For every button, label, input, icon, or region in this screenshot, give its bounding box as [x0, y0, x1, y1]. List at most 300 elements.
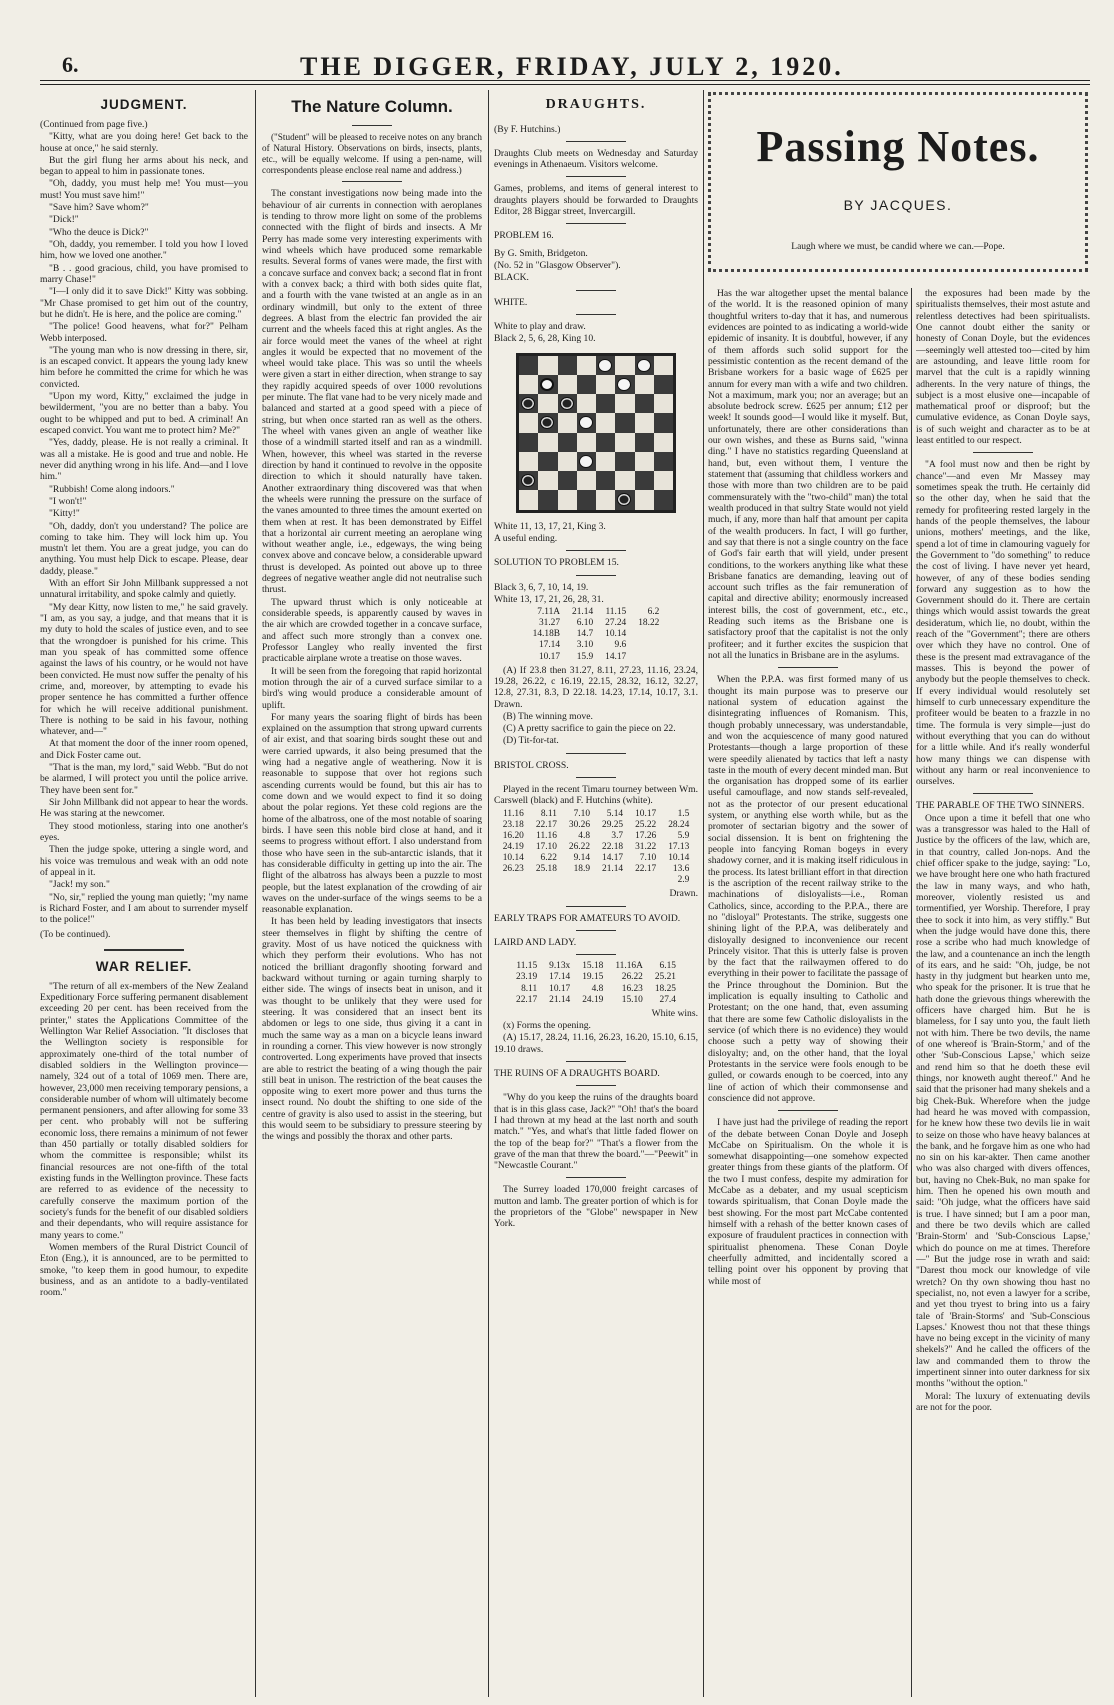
section-rule	[352, 125, 392, 126]
move-row	[497, 809, 696, 820]
board-square	[558, 433, 577, 452]
section-rule	[576, 314, 616, 315]
paragraph: "Jack! my son."	[49, 879, 110, 891]
move-row	[497, 875, 696, 886]
paragraph: "Save him? Save whom?"	[49, 202, 149, 214]
board-square	[577, 433, 596, 452]
paragraph: "Oh, daddy, you remember. I told you how I loved him, how we loved one another."	[40, 239, 248, 262]
problem-instruction: White to play and draw.	[494, 320, 586, 332]
move-cell: 16.23	[621, 983, 643, 994]
solution-notes	[494, 665, 698, 747]
move-cell: 11.16A	[615, 961, 643, 972]
move-cell: 25.21	[654, 972, 676, 983]
move-cell: 22.18	[602, 842, 624, 853]
move-cell: 10.14	[668, 853, 690, 864]
move-cell: 8.11	[521, 983, 538, 994]
traps-notes	[494, 1020, 698, 1055]
move-cell: 4.8	[591, 983, 604, 994]
war-relief-body	[40, 981, 248, 1299]
section-rule	[576, 930, 616, 931]
move-cell: 23.18	[502, 819, 524, 830]
parable-text: Once upon a time it befell that one who was a transgressor was haled to the Hall of Justice by the officers of the law, which are, in that country, called Jon-nops. And the chief officer spake to the judge, saying: "Lo, we have brought here one who hath fractured the law in many ways, and who hath, moreover, violently resisted us and tormentified, yer Worship. Therefore, I pray thee to sock it into him, as very stiffly." But when the judge would have done this, there rose a scribe who had much knowledge of the law, and a countenance an inch the length of its ears, and he said: "Oh, judge, be not hasty in thy judgment but hearken unto me, who speak for the prisoner. It is true that he hath done the grievous things wherewith the officers have charged him. But he is blameless, for I say unto you, the fault lieth not with him. There be two devils, the name of one whereof is 'Brain-Storm,' and of the other 'Sub-Conscious Lapse,' which seize and rend him so that he doeth these evil things, nor knoweth aught thereof." And he said that the prisoner had many shekels and a big Chek-Buk. Wherefore when the judge had heard he was moved with compassion, for he knew how these two devils lie in wait to seize on those who have heavy balances at the bank, and he forgave him as one who had no sin on his kar-akter. Then came another who was also charged with divers offences, but, having no Chek-Buk, no man spake for him. Then he opened his own mouth and said: "Oh judge, what the officers have said is true. I have sinned; but I am a poor man, and there be two devils which are called 'Brain-Storm' and 'Sub-Conscious Lapse,' which do pounce on me at times. Therefore—" But the judge rose in wrath and said: "Darest thou mock our knowledge of vile wretch? On thy own showing thou hast no specialist, no, not even a lawyer for a scribe, and yet thou tryest to bring into us a fairy tale of 'Brain-Storms' and 'Sub-Conscious Lapses.' Knowest thou not that these things have no being except in the vicinity of many shekels?" And he called the officers of the law and commanded them to throw the impertinent sinner into outer darkness for six months "without the option."	[916, 812, 1090, 1390]
move-cell: 14.17	[605, 651, 627, 662]
board-square	[596, 375, 615, 394]
move-cell: 10.17	[538, 651, 561, 662]
paragraph: "The young man who is now dressing in there, sir, is an escaped convict. It appears the young lady knew him before he committed the crime for which he was convicted.	[40, 344, 248, 390]
paragraph: It will be seen from the foregoing that rapid horizontal motion through the air of a curved surface similar to a bird's wing would produce a considerable amount of uplift.	[262, 665, 482, 711]
board-square	[654, 375, 673, 394]
column-passing-notes-left	[708, 288, 908, 1698]
move-cell	[596, 875, 629, 886]
section-rule	[576, 777, 616, 778]
board-square	[654, 452, 673, 471]
bristol-intro: Played in the recent Timaru tourney between Wm. Carswell (black) and F. Hutchins (white).	[494, 784, 698, 807]
traps-result: White wins.	[651, 1007, 698, 1019]
move-row	[497, 853, 696, 864]
board-square	[635, 490, 654, 509]
board-square	[635, 413, 654, 432]
paragraph: (A) If 23.8 then 31.27, 8.11, 27.23, 11.16, 23.24, 19.28, 26.22, c 16.19, 22.15, 28.32, 16.12, 32.27, 12.8, 27.31, 8.3, D 22.18. 14.23, 17.14, 10.17, 3.1. Drawn.	[494, 664, 698, 710]
move-row	[497, 820, 696, 831]
move-cell: 7.10	[639, 853, 657, 864]
board-square	[519, 490, 538, 509]
board-square	[615, 356, 634, 375]
board-square	[635, 452, 654, 471]
move-cell: 26.22	[568, 842, 590, 853]
section-rule	[973, 793, 1033, 794]
paragraph: The upward thrust which is only noticeable at considerable speeds, is apparently caused by waves in the air which are crowded together in a concave surface, and affect such more strongly than a convex one. Professor Langley who really invented the first practicable airplane wrote a treatise on those waves.	[262, 596, 482, 665]
move-cell: 10.14	[502, 853, 524, 864]
board-square	[635, 433, 654, 452]
section-rule	[566, 1061, 626, 1062]
section-rule	[576, 290, 616, 291]
board-square	[519, 375, 538, 394]
move-cell: 3.10	[576, 640, 594, 651]
board-square	[577, 375, 596, 394]
white-piece	[617, 378, 631, 391]
board-square	[519, 356, 538, 375]
board-square	[596, 356, 615, 375]
board-square	[538, 413, 557, 432]
passing-notes-header-box	[708, 92, 1088, 272]
page-number: 6.	[62, 52, 79, 77]
column-divider	[911, 288, 912, 1697]
passing-notes-title: Passing Notes.	[756, 122, 1040, 171]
move-cell: 17.10	[535, 842, 557, 853]
paragraph: (D) Tit-for-tat.	[503, 735, 559, 747]
section-rule	[576, 954, 616, 955]
board-square	[538, 375, 557, 394]
move-cell: 25.22	[635, 819, 657, 830]
board-square	[654, 356, 673, 375]
column-divider	[703, 90, 704, 1697]
paragraph: "Upon my word, Kitty," exclaimed the judge in bewilderment, "you are no better than a baby. You ought to be whipped and put to bed. A criminal! An escaped convict. You want me to protect him? Me?"	[40, 391, 248, 437]
board-square	[615, 394, 634, 413]
move-row	[527, 629, 666, 640]
move-cell: 17.14	[538, 640, 561, 651]
section-rule	[342, 181, 402, 182]
paragraph: (B) The winning move.	[503, 710, 593, 722]
board-square	[615, 433, 634, 452]
nature-body	[262, 188, 482, 1142]
paragraph: (x) Forms the opening.	[503, 1020, 591, 1032]
move-cell: 1.5	[677, 808, 690, 819]
move-cell: 10.17	[549, 983, 571, 994]
board-square	[577, 394, 596, 413]
move-cell: 11.16	[503, 808, 524, 819]
passing-notes-byline: BY JACQUES.	[843, 197, 953, 213]
header-rule-2	[40, 84, 1090, 85]
board-square	[519, 413, 538, 432]
move-cell: 7.10	[573, 808, 590, 819]
board-square	[577, 413, 596, 432]
move-cell: 4.8	[578, 830, 590, 841]
board-square	[654, 490, 673, 509]
draughts-byline: (By F. Hutchins.)	[494, 123, 561, 135]
board-square	[596, 394, 615, 413]
paragraph: "Oh, daddy, you must help me! You must—you must! You must save him!"	[40, 178, 248, 201]
board-square	[519, 452, 538, 471]
section-rule	[778, 1110, 838, 1111]
white-piece	[598, 359, 612, 372]
header-rule	[40, 80, 1090, 81]
solution-title: SOLUTION TO PROBLEM 15.	[494, 557, 619, 569]
paragraph: "I—I only did it to save Dick!" Kitty was sobbing. "Mr Chase promised to get him out of the country, but he didn't. He is here, and the police are coming."	[40, 286, 248, 320]
section-rule	[566, 176, 626, 177]
solution-moves-table	[527, 607, 666, 662]
move-cell: 31.27	[538, 618, 561, 629]
move-cell: 14.17	[602, 853, 624, 864]
move-row	[527, 618, 666, 629]
to-be-continued: (To be continued).	[40, 929, 111, 941]
section-rule	[576, 1085, 616, 1086]
black-piece	[540, 416, 554, 429]
traps-subtitle: LAIRD AND LADY.	[494, 937, 577, 949]
board-square	[654, 394, 673, 413]
move-cell: 21.14	[549, 994, 571, 1005]
board-square	[654, 471, 673, 490]
move-cell: 22.17	[516, 994, 538, 1005]
board-square	[558, 375, 577, 394]
board-square	[538, 433, 557, 452]
passing-notes-para: "A fool must now and then be right by chance"—and even Mr Massey may sometimes speak the truth. He certainly did so the other day, when he said that the remedy for profiteering rested largely in the hands of the people themselves, the labour unions, mothers' meetings, and the like, spend a lot of time in clamouring vaguely for the Government to "do something" to reduce the cost of living. I have never yet heard, however, of any of these bodies sending forward any suggestion as to how the Government should do it. There are certain things which would assist towards the great desideratum, which lie, no doubt, within the reach of the "Government"; there are others over which they have no control. One of these is the present mad extravagance of the masses. This is beyond the power of anybody but the people themselves to check. If every individual would resolutely set himself to curb unnecessary expenditure the profiteer would be beaten to a frazzle in no time. The formula is very simple—just do without everything that you can do without for a little while. And it's really wonderful how many things we can dispense with without any harm or real inconvenience to ourselves.	[916, 459, 1090, 788]
move-cell: 6.2	[647, 607, 660, 618]
problem-black-pieces: Black 2, 5, 6, 28, King 10.	[494, 333, 596, 345]
problem-source: (No. 52 in "Glasgow Observer").	[494, 260, 621, 272]
section-rule	[973, 452, 1033, 453]
move-cell: 31.22	[635, 842, 657, 853]
draughts-title: DRAUGHTS.	[545, 97, 647, 112]
paragraph: "Rubbish! Come along indoors."	[49, 483, 175, 495]
move-cell: 7.11A	[537, 607, 561, 618]
problem-ending: A useful ending.	[494, 532, 558, 544]
paragraph: (A) 15.17, 28.24, 11.16, 26.23, 16.20, 15.10, 6.15, 19.10 draws.	[494, 1032, 698, 1055]
move-cell: 17.26	[635, 830, 657, 841]
white-piece	[637, 359, 651, 372]
board-square	[596, 471, 615, 490]
section-rule	[566, 223, 626, 224]
passing-notes-para: Has the war altogether upset the mental balance of the world. It is the reasoned opinion of many thoughtful writers to-day that it has, and numerous evidences are pointed to as indicating a world-wide epidemic of insanity. It is doubtful, however, if any of them affords such solid support for the pessimistic contention as the recent demand of the Brisbane workers for a basic wage of £625 per annum for every man with a wife and two children. Not a maximum, mark you; nor an average; but an absolute bedrock screw. £625 per annum; £12 per week! It sounds good—I would like it myself. But, unfortunately, there are other considerations than our own wishes, and these as Burns said, "winna ding." I have no statistics regarding Queensland at hand, but, even without them, I venture the statement that (assuming that childless workers and those with more than two children are to be paid commensurately with the "two-child" man) the total wealth produced in that sultry State would not yield much, if any, more than half that amount per capita of the wealth producers. In fact, I will go further, and say that there is not a single country on the face of God's fair earth that will yield, under present conditions, to the workers anything like what these Brisbane fanatics are demanding, leaving out of account such trifles as the fair remuneration of capital and directive ability; enormously increased interest bills, the cost of government, etc., etc., Reading such items as the Brisbane one is satisfactory proof that the capitalist is not the only profiteer; and it further excites the suspicion that not all the lunatics in Brisbane are in the asylums.	[708, 288, 908, 661]
section-rule	[566, 906, 626, 907]
board-square	[577, 452, 596, 471]
move-cell: 24.19	[582, 994, 604, 1005]
move-cell: 6.22	[540, 853, 557, 864]
paragraph: It has been held by leading investigators that insects steer themselves in flight by shifting the centre of gravity. Most of us have noticed the quickness with which they perform their evolutions. Who has not noticed the brilliant dragonfly shooting forward and backward without turning or again turning sharply to either side. The wings of insects beat in unison, and it was thought to be unlikely that they were used for steering. It was considered that an insect bent its abdomen or legs to one side, thus giving it a cant in much the same way as a man on a bicycle leans inward in rounding a corner. This view however is now strongly controverted. Long experiments have proved that insects are able to restrict the beating of a wing though the pair still beat in unison. The restriction of the beat causes the opposite wing to exert more power and thus turns the insect round. No doubt the shifting to one side of the centre of gravity is also used to assist in the steering, but this would seem to be subsidiary to pressure steering by the wings and possibly the thorax and other parts.	[262, 916, 482, 1143]
parable-moral: Moral: The luxury of extenuating devils are not for the poor.	[916, 1390, 1090, 1413]
move-row	[497, 831, 696, 842]
move-row	[527, 652, 666, 663]
section-rule	[566, 141, 626, 142]
nature-title: The Nature Column.	[291, 97, 453, 116]
move-cell: 30.26	[568, 819, 590, 830]
move-cell: 22.17	[535, 819, 557, 830]
move-cell: 9.13x	[549, 961, 571, 972]
board-square	[558, 452, 577, 471]
board-square	[596, 452, 615, 471]
move-cell	[530, 875, 563, 886]
page-header	[0, 0, 1090, 82]
board-square	[577, 471, 596, 490]
move-cell: 14.18B	[532, 629, 561, 640]
move-row	[497, 864, 696, 875]
column-judgment	[40, 95, 248, 1695]
board-square	[558, 413, 577, 432]
move-row	[510, 995, 682, 1006]
paragraph: "That is the man, my lord," said Webb. "But do not be alarmed, I will protect you until the police arrive. They have been sent for."	[40, 762, 248, 796]
column-divider	[488, 90, 489, 1697]
paragraph: The constant investigations now being made into the behaviour of air currents in connection with aeroplanes is tending to throw more light on some of the problems connected with the flight of birds and insects. A Mr Perry has made some very interesting experiments with wind wheels which have produced some remarkable results. Several forms of vanes were made, the first with a concave surface and convex back; a second flat in front with a convex back; a third with both sides quite flat, and a fourth with the vane twisted at an angle as in an ordinary windmill, but only to the extent of three degrees. A blast from the electric fan provided the air current and the wheels faced this at right angles. As the air force would meet the vanes of the wheel at right angles it would be expected that no movement of the wheel would take place. This was so until the wheels were given a start in either direction, when strange to say they rapidly acquired speeds of over 1000 revolutions per minute. The flat vane had to be very nicely made and balanced and started at a good speed with a piece of string, but when once started ran as well as the others. The wheel with vanes given an angle of weather like those of a windmill started itself and ran as a windmill. When, however, this wheel was started in the reverse direction by hand it continued to revolve in the opposite direction to which it should naturally have taken. Another extraordinary thing discovered was that when the wheels were running the pressure on the surface of the vanes amounted to three times the amount exerted on them when at rest. It has been demonstrated by Eiffel that a horizontal air current meeting an aeroplane wing without weather angle, i.e., edgeways, the wing being convex above and concave below, a considerable upward thrust is developed. As pointed out above up to three degrees of negative weather angle did not neutralise such thrust.	[262, 188, 482, 596]
board-square	[558, 471, 577, 490]
move-cell: 11.15	[605, 607, 627, 618]
move-cell: 2.9	[677, 875, 690, 886]
parable-title: THE PARABLE OF THE TWO SINNERS.	[916, 800, 1085, 812]
paragraph: But the girl flung her arms about his neck, and began to appeal to him in passionate tones.	[40, 154, 248, 178]
board-square	[654, 413, 673, 432]
board-square	[538, 452, 557, 471]
club-notice: Draughts Club meets on Wednesday and Saturday evenings in Athenaeum. Visitors welcome.	[494, 147, 698, 171]
move-cell: 18.22	[638, 618, 660, 629]
paragraph: "Dick!"	[49, 214, 79, 226]
board-square	[558, 490, 577, 509]
move-cell	[497, 875, 530, 886]
draughts-board	[516, 353, 676, 513]
move-cell: 5.14	[606, 808, 624, 819]
judgment-title: JUDGMENT.	[100, 97, 188, 112]
paragraph: "Yes, daddy, please. He is not really a criminal. It was all a mistake. He is good and true and noble. He never did anything wrong in his life. And—and I love him."	[40, 437, 248, 483]
board-square	[538, 471, 557, 490]
move-cell: 21.14	[602, 864, 624, 875]
move-cell: 28.24	[668, 819, 690, 830]
problem-white-pieces: White 11, 13, 17, 21, King 3.	[494, 520, 606, 532]
section-rule	[778, 667, 838, 668]
board-square	[615, 471, 634, 490]
bristol-result: Drawn.	[669, 888, 698, 900]
move-cell: 18.25	[654, 983, 676, 994]
move-cell: 6.10	[576, 618, 594, 629]
paragraph: For many years the soaring flight of birds has been explained on the assumption that strong upward currents of air exist, and that soaring birds sought these out and were carried upwards, it also being presumed that the wing had a negative angle of weathering. Now it is reasonable to suppose that over hot regions such ascending currents would be found, but this air has to come down and we would expect to find it so doing about the polar regions. Yet these cold regions are the home of the albatross, one of the most notable of soaring birds. I have seen this noble bird close at hand, and it seems to progress without effort. I also understand from those who have seen in the sub-antarctic islands, that it has considerable difficulty in getting up into the air. The flight of the albatross has always been a puzzle to most people, but the latest explanation of the crowding of air waves on the under-surface of the wings seems to be a reasonable explanation.	[262, 711, 482, 916]
board-square	[596, 413, 615, 432]
white-piece	[579, 455, 593, 468]
paragraph: Sir John Millbank did not appear to hear the words. He was staring at the newcomer.	[40, 797, 248, 820]
move-cell: 5.9	[677, 830, 690, 841]
move-cell	[632, 652, 665, 663]
board-square	[635, 375, 654, 394]
move-cell: 23.19	[516, 972, 538, 983]
move-row	[510, 984, 682, 995]
paragraph: "Who the deuce is Dick?"	[49, 226, 149, 238]
black-label: BLACK.	[494, 272, 529, 284]
board-square	[615, 452, 634, 471]
board-square	[615, 413, 634, 432]
move-row	[527, 607, 666, 618]
paragraph: "Oh, daddy, don't you understand? The police are coming to take him. They will lock him up. You mustn't let them. You are a great judge, you can do anything. You must help Dick to escape. Please, dear daddy, please."	[40, 520, 248, 577]
move-row	[497, 842, 696, 853]
board-square	[596, 490, 615, 509]
board-square	[635, 394, 654, 413]
board-square	[558, 356, 577, 375]
move-cell: 15.9	[576, 651, 594, 662]
column-passing-notes-right	[916, 288, 1090, 1698]
masthead: THE DIGGER, FRIDAY, JULY 2, 1920.	[300, 52, 844, 81]
move-cell: 26.22	[621, 972, 643, 983]
solution-black: Black 3, 6, 7, 10, 14, 19.	[494, 581, 589, 593]
section-rule	[566, 753, 626, 754]
move-cell	[629, 875, 662, 886]
column-draughts	[494, 95, 698, 1695]
editor-notice: Games, problems, and items of general interest to draughts players should be forwarded to Draughts Editor, 28 Biggar street, Invercargill.	[494, 183, 698, 218]
paragraph: "Kitty, what are you doing here! Get back to the house at once," he said sternly.	[40, 131, 248, 154]
problem-title: PROBLEM 16.	[494, 230, 554, 242]
paragraph: (C) A pretty sacrifice to gain the piece on 22.	[503, 723, 676, 735]
move-cell: 3.7	[611, 830, 624, 841]
section-rule	[576, 575, 616, 576]
move-cell	[563, 875, 596, 886]
paragraph: "The police! Good heavens, what for?" Pelham Webb interposed.	[40, 321, 248, 344]
paragraph: "Kitty!"	[49, 508, 80, 520]
move-cell	[632, 629, 665, 640]
move-cell: 18.9	[573, 864, 590, 875]
war-relief-title: WAR RELIEF.	[95, 958, 193, 974]
move-cell: 17.13	[668, 842, 690, 853]
section-rule	[566, 1177, 626, 1178]
board-square	[538, 356, 557, 375]
continued-note: (Continued from page five.)	[40, 118, 148, 130]
board-square	[538, 490, 557, 509]
paragraph: "No, sir," replied the young man quietly; "my name is Richard Foster, and I am about to surrender myself to the police!"	[40, 891, 248, 926]
move-cell: 13.6	[672, 864, 690, 875]
passing-notes-para: When the P.P.A. was first formed many of us thought its main purpose was to preserve our national system of education against the disintegrating influences of Romanism. This, though probably unnecessary, was understandable, and won the acquiescence of many good natured Protestants—though a large proportion of these were speedily alienated by tactics that left a nasty taste in the mouth of every decent minded man. But the organisation has dropped some of its earlier useful camouflage, and now stands self-revealed, not as the protector of our present educational system, or anything else worth while, but as the promoter of sectarian bigotry and the sower of social dissension. It is bent on frightening the people into fancying Roman bogeys in every shadowy corner, and it is making itself ridiculous in the process. Its latest brilliant effort in that direction is the ascription of the recent railway strike to the machinations of disloyalists—i.e., Roman Catholics, since, according to the P.P.A., there are no "disloyal" Protestants. The strike, suggests one shining light of the P.P.A, was deliberately and disloyally designed to inconvenience our recent Princely visitor. That this is utterly false is proven by the fact that the railwaymen offered to do everything in their power to facilitate the passage of the Prince throughout the Dominion. But the implication is equally insulting to Catholic and Protestant; on the one hand, that, even assuming that there are some few Catholic disloyalists in the service (of which there is no evidence) they would choose such a petty way of showing their disloyalty; and, on the other hand, that the loyal Protestants in the service were fools enough to be gulled, or cowards enough to be coerced, into any line of action of which their commonsense and conscience did not approve.	[708, 674, 908, 1104]
board-square	[519, 394, 538, 413]
section-rule	[104, 949, 184, 951]
move-cell: 27.24	[605, 618, 627, 629]
bristol-moves-table	[497, 809, 696, 887]
traps-moves-table	[510, 961, 682, 1005]
black-piece	[560, 397, 574, 410]
paragraph: Then the judge spoke, uttering a single word, and his voice was tremulous and weak with an odd note of appeal in it.	[40, 844, 248, 878]
move-cell: 11.15	[516, 961, 538, 972]
passing-notes-para: the exposures had been made by the spiritualists themselves, their most astute and relentless detectives had been spiritualists. One cannot doubt either the sanity or honesty of Conan Doyle, but the evidences—seemingly well attested too—cited by him are astounding, and leave little room for marvel that the cult is a rapidly winning adherents. In the very nature of things, the subject is a most elusive one—incapable of mathematical proof or disproof; but the cumulative evidence, as Conan Doyle says, is of such weight and character as to be at least entitled to our respect.	[916, 288, 1090, 447]
black-piece	[617, 493, 631, 506]
paragraph: "I won't!"	[49, 495, 87, 507]
king-piece	[540, 378, 554, 391]
board-square	[615, 490, 634, 509]
move-cell: 22.17	[635, 864, 657, 875]
passing-notes-para: I have just had the privilege of reading the report of the debate between Conan Doyle and Joseph McCabe on Spiritualism. On the whole it is somewhat disappointing—one somehow expected greater things from these giants of the platform. Of the two I must confess, despite my admiration for McCabe as a debater, and my usual scepticism towards spiritualism, that Conan Doyle made the best showing. For the most part McCabe contented himself with a rehash of the better known cases of exposure of fraudulent practices in connection with spiritualist phenomena. These Conan Doyle cheerfully admitted, and incidentally scored a telling point over his opponent by proving that while most of	[708, 1117, 908, 1287]
move-cell: 26.23	[502, 864, 524, 875]
traps-title: EARLY TRAPS FOR AMATEURS TO AVOID.	[494, 912, 681, 924]
paragraph: Women members of the Rural District Council of Eton (Eng.), it is announced, are to be permitted to smoke, "to keep them in good humour, to expedite business, and as an antidote to a badly-ventilated room."	[40, 1241, 248, 1299]
section-rule	[566, 550, 626, 551]
move-cell: 16.20	[502, 830, 524, 841]
black-piece	[521, 474, 535, 487]
paragraph: With an effort Sir John Millbank suppressed a not unnatural irritability, and spoke calmly and quietly.	[40, 578, 248, 601]
move-cell: 6.15	[659, 961, 676, 972]
move-cell: 19.15	[582, 972, 604, 983]
move-cell	[632, 640, 665, 651]
move-cell: 24.19	[502, 842, 524, 853]
move-cell: 10.17	[635, 808, 657, 819]
column-nature	[262, 95, 482, 1695]
problem-author: By G. Smith, Bridgeton.	[494, 247, 588, 259]
board-square	[558, 394, 577, 413]
paragraph: "My dear Kitty, now listen to me," he said gravely. "I am, as you say, a judge, and that means that it is my duty to hold the scales of justice even, and to see that the wrongdoer is punished for his crime. This man you speak of has committed some offence against the laws of his country, or he would not have been convicted. He must now suffer the penalty of his crime, and, moreover, by attempting to evade his proper sentence he has committed a further offence for which he will receive additional punishment. There is nothing to be said in his favour, nothing whatever, and—"	[40, 601, 248, 738]
move-cell: 15.10	[621, 994, 643, 1005]
paragraph: At that moment the door of the inner room opened, and Dick Foster came out.	[40, 738, 248, 761]
move-row	[527, 640, 666, 651]
white-piece	[579, 416, 593, 429]
surrey-note: The Surrey loaded 170,000 freight carcases of mutton and lamb. The greater portion of which is for the proprietors of the "Globe" newspaper in New York.	[494, 1184, 698, 1230]
bristol-title: BRISTOL CROSS.	[494, 759, 569, 771]
board-square	[538, 394, 557, 413]
move-cell: 15.18	[582, 961, 604, 972]
move-cell: 17.14	[549, 972, 571, 983]
board-square	[577, 356, 596, 375]
judgment-body	[40, 131, 248, 925]
paragraph: "B . . good gracious, child, you have promised to marry Chase!"	[40, 262, 248, 285]
move-cell: 8.11	[540, 808, 557, 819]
ruins-title: THE RUINS OF A DRAUGHTS BOARD.	[494, 1067, 660, 1079]
board-square	[596, 433, 615, 452]
black-piece	[521, 397, 535, 410]
column-divider	[255, 90, 256, 1697]
paragraph: "The return of all ex-members of the New Zealand Expeditionary Force suffering permanent disablement exceeding 20 per cent. has been received from the printer," states the Applications Committee of the Wellington War Relief Association. "It discloses that the Wellington society is responsible for approximately one-third of the total number of disabled soldiers in the Wellington province—namely, 324 out of a total of 1069 men. There are, however, 23,000 men receiving temporary pensions, a considerable number of whom will ultimately become permanent pensioners, and after allowing for some 33 per cent. who probably will not be suffering economic loss, there remains a minimum of not fewer than 450 partially or totally disabled soldiers for whom the committee is responsible; whilst its financial resources are not one-fifth of the total existing funds in the Wellington province. These facts are referred to as evidence of the necessity to carefully conserve the maximum portion of the society's funds for the benefit of our disabled soldiers and their dependants, who will require assistance for many years to come."	[40, 980, 248, 1241]
board-square	[519, 471, 538, 490]
nature-editor-note: ("Student" will be pleased to receive notes on any branch of Natural History. Observations on birds, insects, plants, etc., will be equally welcome. If using a pen-name, will correspondents please enclose real name and address.)	[262, 132, 482, 175]
solution-white: White 13, 17, 21, 26, 28, 31.	[494, 593, 604, 605]
move-cell: 21.14	[572, 607, 594, 618]
paragraph: They stood motionless, staring into one another's eyes.	[40, 820, 248, 843]
board-square	[654, 433, 673, 452]
move-cell: 29.25	[602, 819, 624, 830]
move-row	[510, 961, 682, 972]
ruins-text: "Why do you keep the ruins of the draughts board that is in this glass case, Jack?" "Oh! that's the board I had thrown at my head at the last north and south match." "Yes, and what's that little faded flower on the top of the beap for?" "That's a flower from the grave of the man that threw the board."—"Peewit" in "Newcastle Courant."	[494, 1092, 698, 1172]
passing-notes-motto: Laugh where we must, be candid where we can.—Pope.	[791, 242, 1005, 252]
move-row	[510, 972, 682, 983]
board-square	[635, 471, 654, 490]
board-square	[615, 375, 634, 394]
move-cell: 27.4	[659, 994, 676, 1005]
move-cell: 11.16	[536, 830, 557, 841]
move-cell: 9.14	[573, 853, 590, 864]
board-square	[519, 433, 538, 452]
move-cell: 25.18	[535, 864, 557, 875]
move-cell: 10.14	[605, 629, 627, 640]
board-square	[577, 490, 596, 509]
move-cell: 14.7	[576, 629, 594, 640]
white-label: WHITE.	[494, 296, 528, 308]
move-cell: 9.6	[614, 640, 627, 651]
board-square	[635, 356, 654, 375]
